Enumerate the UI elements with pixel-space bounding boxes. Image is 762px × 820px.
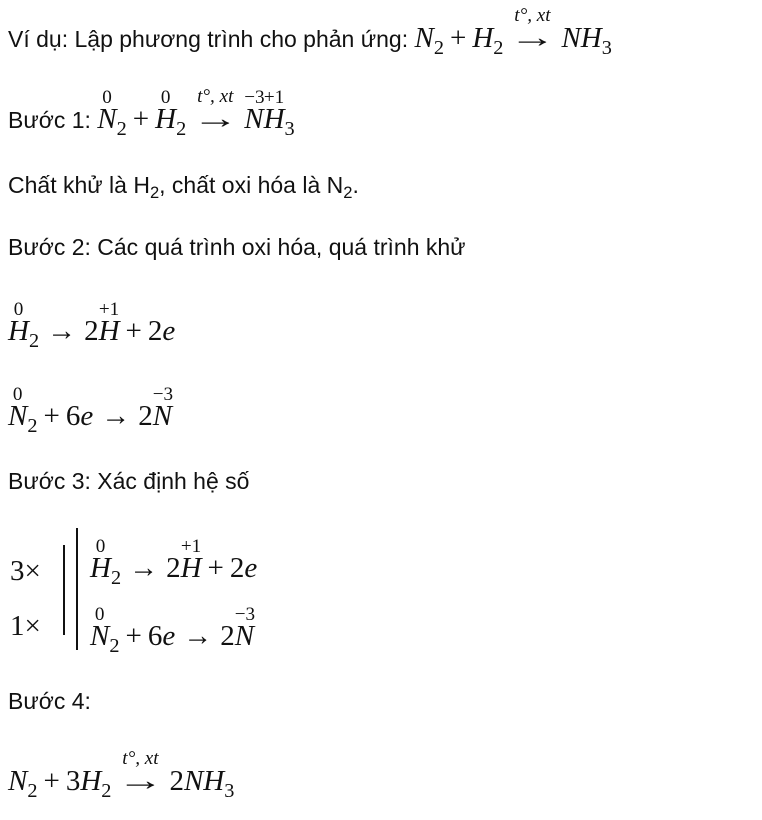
example-line: [8, 4, 612, 60]
step3-label: Bước 3: Xác định hệ số: [8, 468, 250, 494]
step1-product-h: +1 H: [263, 87, 285, 135]
coef-divider-right: [76, 528, 78, 650]
reaction-arrow: [507, 4, 557, 55]
arrow-icon: →: [509, 22, 556, 54]
example-reactant-h2: $H_2$: [472, 22, 504, 60]
coef-divider-left: [63, 545, 65, 635]
step4-label: Bước 4:: [8, 688, 91, 714]
arrow-icon: →: [129, 552, 159, 584]
plus-sign: +: [449, 22, 467, 54]
arrow-icon: →: [101, 400, 131, 432]
coef-1x: 1×: [10, 610, 41, 642]
example-equation: [414, 4, 612, 60]
step2-label: Bước 2: Các quá trình oxi hóa, quá trình khử: [8, 234, 466, 260]
oxidation-h2: 0 H: [8, 299, 29, 347]
oxidation-product-h: +1 H: [98, 299, 120, 347]
reduction-electrons: 6e: [65, 400, 94, 432]
step1-equation: 0 $N_2$ + 0 $H_2$ t°, xt → −3 N +1 $H_3$: [97, 85, 295, 141]
step1-n2: 0 N: [97, 87, 117, 135]
step1-line: [8, 85, 295, 141]
example-reactant-n2: $N_2$: [414, 22, 444, 60]
reaction-condition: t°, xt: [514, 4, 551, 26]
reduction-process: 0 $N_2 + 6e \to 2$ −3 N: [8, 384, 174, 438]
reaction-arrow: t°, xt →: [192, 85, 239, 135]
step1-product-n: −3 N: [244, 87, 265, 135]
final-equation: $N_2 + 3H_2$ t°, xt → $2NH_3$: [8, 747, 235, 803]
reducer-oxidizer-line: Chất khử là $H_2$, chất oxi hóa là $N_2$.: [8, 172, 359, 202]
step1-h2: 0 H: [155, 87, 177, 135]
example-label: Ví dụ: Lập phương trình cho phản ứng:: [8, 26, 409, 52]
step3-oxidation: 0 $H_2 \to 2$ +1 H + 2e: [90, 536, 258, 590]
arrow-icon: →: [183, 620, 213, 652]
coef-3x: 3×: [10, 555, 41, 587]
oxidation-process: 0 $H_2 \to 2$ +1 H + 2e: [8, 299, 176, 353]
reduction-product-n: −3 N: [152, 384, 174, 432]
arrow-icon: →: [47, 315, 77, 347]
arrow-icon: →: [117, 765, 164, 797]
step3-reduction: 0 $N_2 + 6e \to 2$ −3 N: [90, 604, 256, 658]
example-product-nh3: $NH_3$: [561, 22, 612, 60]
arrow-icon: →: [192, 103, 239, 135]
step1-label: Bước 1:: [8, 107, 91, 133]
oxidation-electrons: 2e: [147, 315, 176, 347]
reaction-arrow: t°, xt →: [117, 747, 164, 797]
reduction-n2: 0 N: [8, 384, 28, 432]
